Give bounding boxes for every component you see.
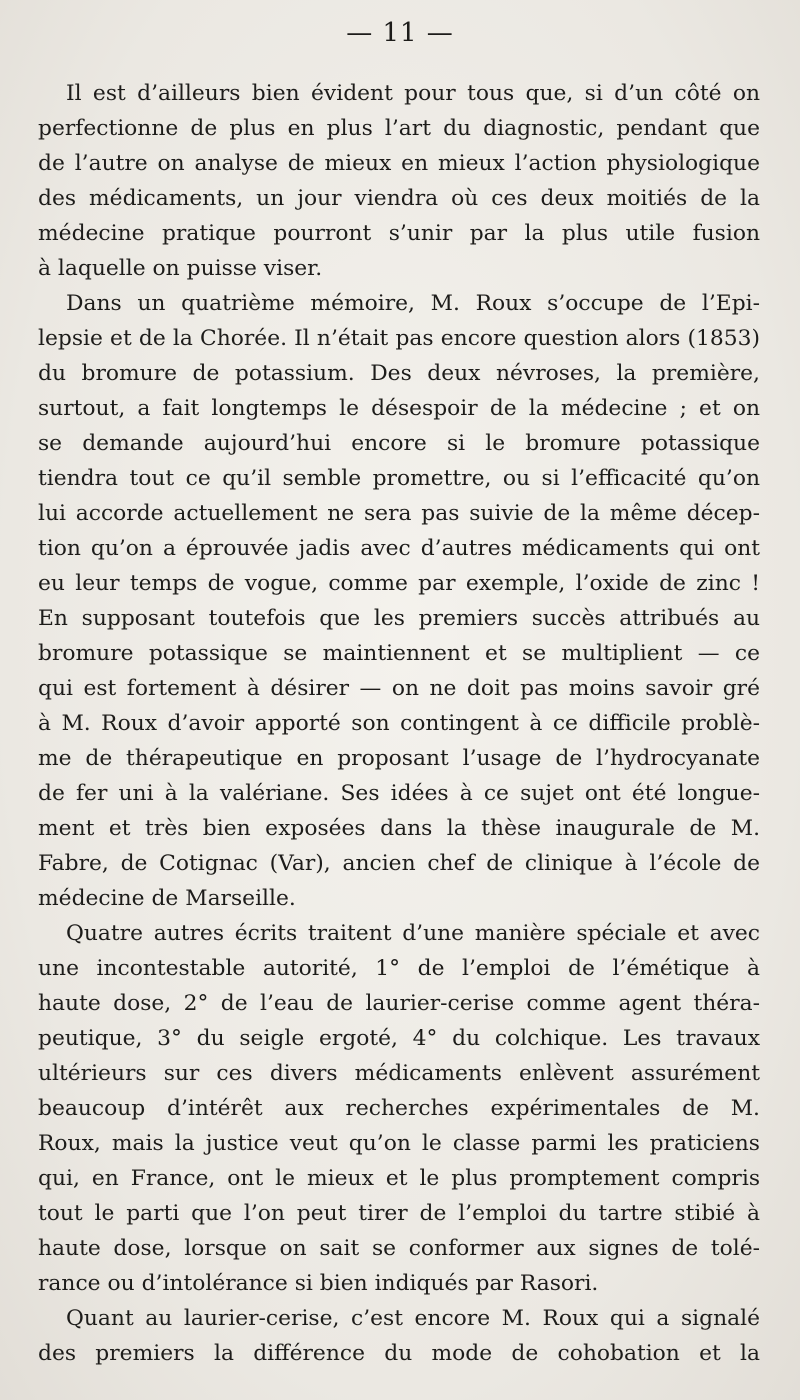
text-line: lui accorde actuellement ne sera pas suivie de la même décep- (38, 501, 760, 526)
text-line: bromure potassique se maintiennent et se multiplient — ce (38, 641, 760, 666)
text-line: des premiers la différence du mode de cohobation et la (38, 1341, 760, 1366)
text-line: se demande aujourd’hui encore si le bromure potassique (38, 431, 760, 456)
text-line: Quant au laurier-cerise, c’est encore M. Roux qui a signalé (66, 1306, 760, 1331)
body-text (38, 76, 760, 1371)
text-line: médecine pratique pourront s’unir par la plus utile fusion (38, 221, 760, 246)
text-line: lepsie et de la Chorée. Il n’était pas encore question alors (1853) (38, 326, 760, 351)
text-line: Quatre autres écrits traitent d’une manière spéciale et avec (66, 921, 760, 946)
text-line: Fabre, de Cotignac (Var), ancien chef de clinique à l’école de (38, 851, 760, 876)
text-line: Il est d’ailleurs bien évident pour tous que, si d’un côté on (66, 81, 760, 106)
text-line: me de thérapeutique en proposant l’usage de l’hydrocyanate (38, 746, 760, 771)
text-line: à M. Roux d’avoir apporté son contingent à ce difficile problè- (38, 711, 760, 736)
text-line: eu leur temps de vogue, comme par exemple, l’oxide de zinc ! (38, 571, 760, 596)
text-line: médecine de Marseille. (38, 886, 296, 911)
text-line: de fer uni à la valériane. Ses idées à ce sujet ont été longue- (38, 781, 760, 806)
text-line: surtout, a fait longtemps le désespoir de la médecine ; et on (38, 396, 760, 421)
text-line: tion qu’on a éprouvée jadis avec d’autres médicaments qui ont (38, 536, 760, 561)
text-line: haute dose, 2° de l’eau de laurier-cerise comme agent théra- (38, 991, 760, 1016)
text-line: qui, en France, ont le mieux et le plus promptement compris (38, 1166, 760, 1191)
text-line: tout le parti que l’on peut tirer de l’emploi du tartre stibié à (38, 1201, 760, 1226)
text-line: rance ou d’intolérance si bien indiqués par Rasori. (38, 1271, 599, 1296)
text-line: haute dose, lorsque on sait se conformer aux signes de tolé- (38, 1236, 760, 1261)
text-line: Dans un quatrième mémoire, M. Roux s’occupe de l’Epi- (66, 291, 760, 316)
text-line: peutique, 3° du seigle ergoté, 4° du colchique. Les travaux (38, 1026, 760, 1051)
text-line: Roux, mais la justice veut qu’on le classe parmi les praticiens (38, 1131, 760, 1156)
text-line: du bromure de potassium. Des deux névroses, la première, (38, 361, 760, 386)
text-line: beaucoup d’intérêt aux recherches expérimentales de M. (38, 1096, 760, 1121)
text-line: tiendra tout ce qu’il semble promettre, ou si l’efficacité qu’on (38, 466, 760, 491)
text-line: une incontestable autorité, 1° de l’emploi de l’émétique à (38, 956, 760, 981)
text-line: qui est fortement à désirer — on ne doit pas moins savoir gré (38, 676, 760, 701)
text-line: ultérieurs sur ces divers médicaments enlèvent assurément (38, 1061, 760, 1086)
text-line: ment et très bien exposées dans la thèse inaugurale de M. (38, 816, 760, 841)
text-line: de l’autre on analyse de mieux en mieux l’action physiologique (38, 151, 760, 176)
page-number: — 11 — (346, 18, 454, 48)
text-line: En supposant toutefois que les premiers succès attribués au (38, 606, 760, 631)
text-line: à laquelle on puisse viser. (38, 256, 323, 281)
text-line: perfectionne de plus en plus l’art du diagnostic, pendant que (38, 116, 760, 141)
text-line: des médicaments, un jour viendra où ces deux moitiés de la (38, 186, 760, 211)
